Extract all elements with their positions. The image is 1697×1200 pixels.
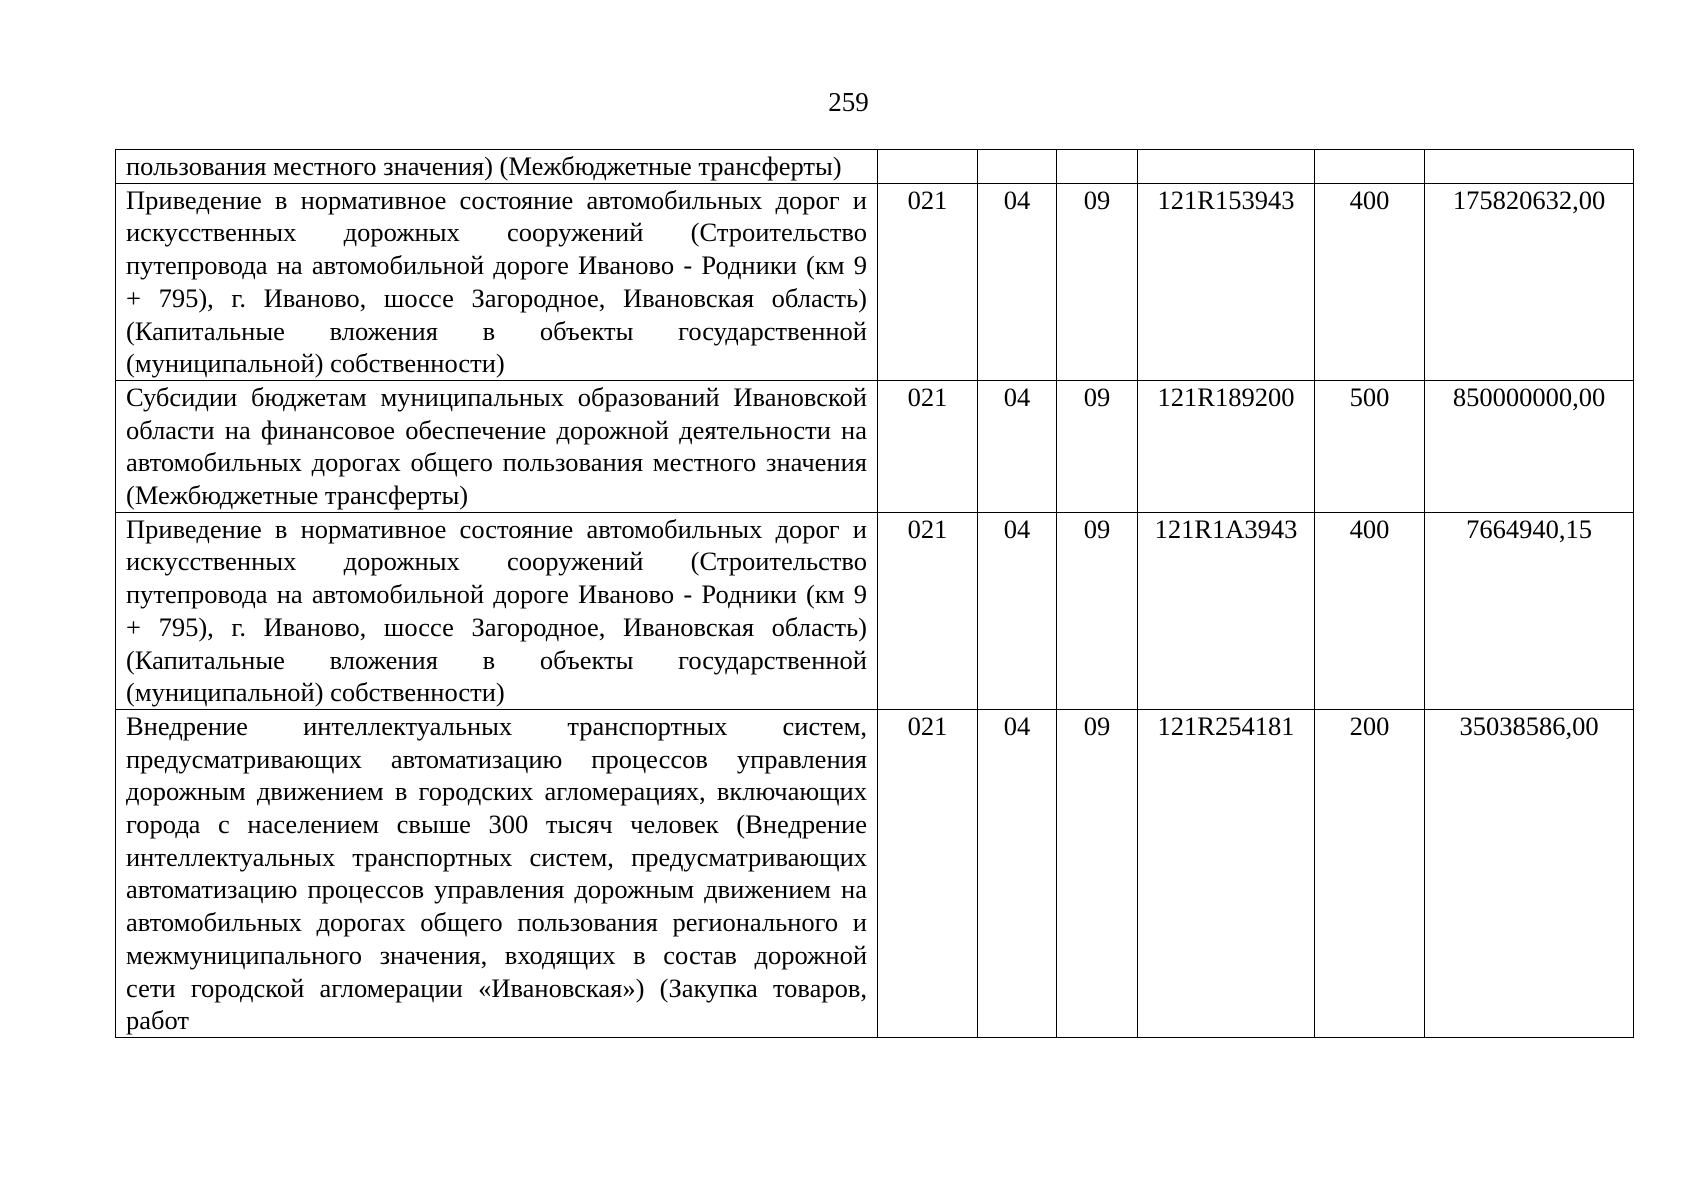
budget-table	[115, 149, 1634, 1038]
amount-value: 7664940,15	[1425, 512, 1634, 709]
target-article-code: 121R254181	[1138, 709, 1315, 1037]
row-description: Внедрение интеллектуальных транспортных систем, предусматривающих автоматизацию процессов управления дорожным движением в городских агломерациях, включающих города с населением свыше 300 тысяч человек (Внедрение интеллектуальных транспортных систем, предусматривающих автоматизацию процессов управления дорожным движением на автомобильных дорогах общего пользования регионального и межмуниципального значения, входящих в состав дорожной сети городской агломерации «Ивановская») (Закупка товаров, работ	[116, 709, 878, 1037]
section-code	[978, 150, 1057, 184]
section-code: 04	[978, 183, 1057, 380]
amount-value: 850000000,00	[1425, 380, 1634, 512]
ministry-code: 021	[878, 183, 978, 380]
expense-type-code	[1315, 150, 1425, 184]
target-article-code: 121R153943	[1138, 183, 1315, 380]
subsection-code: 09	[1057, 380, 1138, 512]
table-row	[116, 709, 1634, 1037]
row-description: Субсидии бюджетам муниципальных образований Ивановской области на финансовое обеспечение дорожной деятельности на автомобильных дорогах общего пользования местного значения (Межбюджетные трансферты)	[116, 380, 878, 512]
expense-type-code: 500	[1315, 380, 1425, 512]
expense-type-code: 400	[1315, 512, 1425, 709]
amount-value: 175820632,00	[1425, 183, 1634, 380]
table-row	[116, 512, 1634, 709]
ministry-code: 021	[878, 709, 978, 1037]
ministry-code	[878, 150, 978, 184]
amount-value: 35038586,00	[1425, 709, 1634, 1037]
section-code: 04	[978, 512, 1057, 709]
target-article-code: 121R189200	[1138, 380, 1315, 512]
ministry-code: 021	[878, 512, 978, 709]
expense-type-code: 400	[1315, 183, 1425, 380]
subsection-code	[1057, 150, 1138, 184]
amount-value	[1425, 150, 1634, 184]
ministry-code: 021	[878, 380, 978, 512]
table-row	[116, 183, 1634, 380]
row-description: пользования местного значения) (Межбюджетные трансферты)	[116, 150, 878, 184]
subsection-code: 09	[1057, 709, 1138, 1037]
section-code: 04	[978, 380, 1057, 512]
target-article-code: 121R1A3943	[1138, 512, 1315, 709]
target-article-code	[1138, 150, 1315, 184]
section-code: 04	[978, 709, 1057, 1037]
subsection-code: 09	[1057, 512, 1138, 709]
page-number: 259	[828, 87, 869, 117]
table-row	[116, 380, 1634, 512]
table-row	[116, 150, 1634, 184]
subsection-code: 09	[1057, 183, 1138, 380]
row-description: Приведение в нормативное состояние автомобильных дорог и искусственных дорожных сооружений (Строительство путепровода на автомобильной дороге Иваново - Родники (км 9 + 795), г. Иваново, шоссе Загородное, Ивановская область) (Капитальные вложения в объекты государственной (муниципальной) собственности)	[116, 512, 878, 709]
row-description: Приведение в нормативное состояние автомобильных дорог и искусственных дорожных сооружений (Строительство путепровода на автомобильной дороге Иваново - Родники (км 9 + 795), г. Иваново, шоссе Загородное, Ивановская область) (Капитальные вложения в объекты государственной (муниципальной) собственности)	[116, 183, 878, 380]
expense-type-code: 200	[1315, 709, 1425, 1037]
